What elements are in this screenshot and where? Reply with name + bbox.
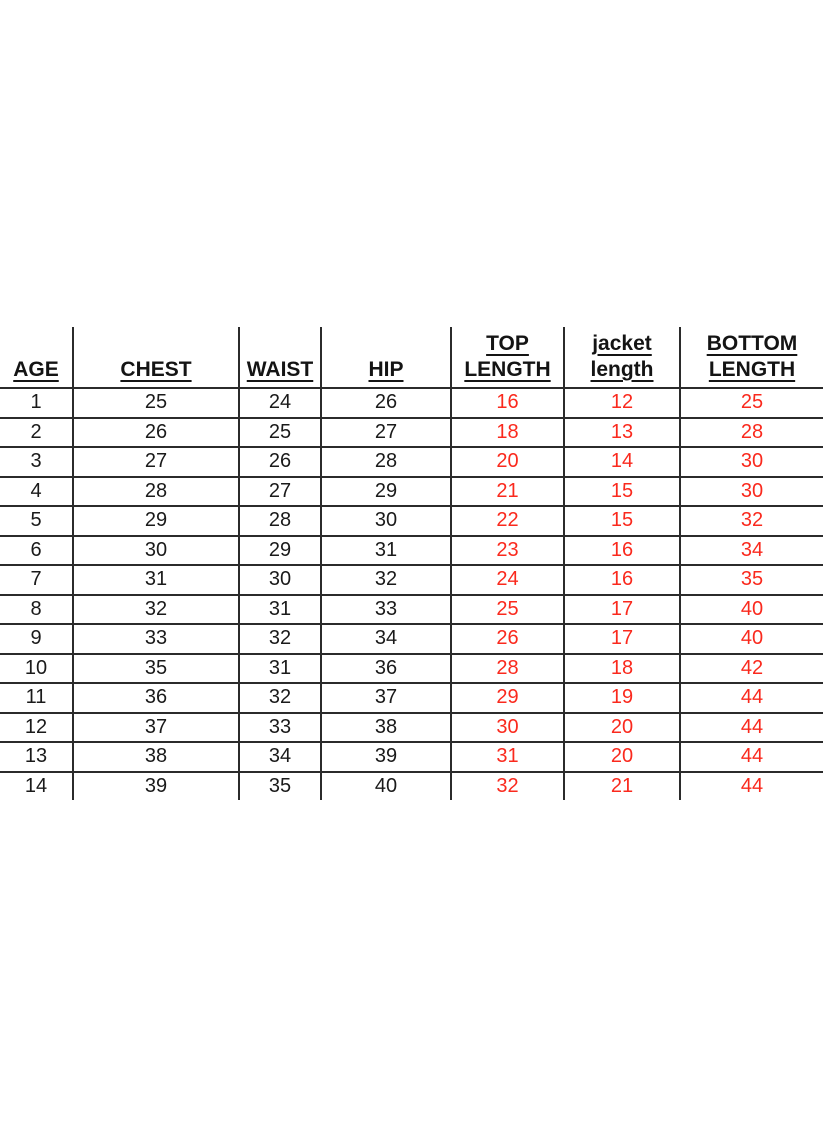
cell-chest: 27 — [73, 447, 239, 477]
cell-jacket-length: 17 — [564, 624, 680, 654]
cell-waist: 24 — [239, 388, 321, 418]
cell-age: 5 — [0, 506, 73, 536]
cell-hip: 38 — [321, 713, 451, 743]
cell-waist: 29 — [239, 536, 321, 566]
cell-jacket-length: 13 — [564, 418, 680, 448]
table-row-age-1 — [0, 388, 823, 418]
cell-top-length: 23 — [451, 536, 564, 566]
cell-bottom-length: 32 — [680, 506, 823, 536]
column-header-bottom-length-line: LENGTH — [708, 357, 796, 381]
cell-top-length: 25 — [451, 595, 564, 625]
cell-waist: 32 — [239, 683, 321, 713]
column-header-jacket-length-line: jacket — [592, 331, 652, 355]
cell-jacket-length: 20 — [564, 713, 680, 743]
cell-jacket-length: 19 — [564, 683, 680, 713]
cell-chest: 37 — [73, 713, 239, 743]
cell-chest: 31 — [73, 565, 239, 595]
column-header-waist-line: WAIST — [246, 357, 314, 381]
cell-top-length: 16 — [451, 388, 564, 418]
cell-jacket-length: 15 — [564, 506, 680, 536]
cell-top-length: 22 — [451, 506, 564, 536]
table-row-age-13 — [0, 742, 823, 772]
cell-bottom-length: 30 — [680, 447, 823, 477]
cell-waist: 31 — [239, 654, 321, 684]
cell-waist: 35 — [239, 772, 321, 801]
cell-top-length: 26 — [451, 624, 564, 654]
column-header-chest-line: CHEST — [120, 357, 192, 381]
table-row-age-4 — [0, 477, 823, 507]
cell-bottom-length: 44 — [680, 742, 823, 772]
cell-bottom-length: 34 — [680, 536, 823, 566]
column-header-jacket-length — [564, 327, 680, 388]
table-body — [0, 388, 823, 800]
cell-hip: 34 — [321, 624, 451, 654]
table-row-age-2 — [0, 418, 823, 448]
column-header-chest — [73, 327, 239, 388]
column-header-age — [0, 327, 73, 388]
table-header-row — [0, 327, 823, 388]
cell-hip: 29 — [321, 477, 451, 507]
cell-chest: 33 — [73, 624, 239, 654]
column-header-waist — [239, 327, 321, 388]
table-row-age-11 — [0, 683, 823, 713]
cell-waist: 33 — [239, 713, 321, 743]
cell-hip: 26 — [321, 388, 451, 418]
column-header-jacket-length-line: length — [590, 357, 654, 381]
cell-bottom-length: 25 — [680, 388, 823, 418]
table-row-age-9 — [0, 624, 823, 654]
cell-age: 12 — [0, 713, 73, 743]
cell-top-length: 29 — [451, 683, 564, 713]
table-row-age-3 — [0, 447, 823, 477]
cell-hip: 27 — [321, 418, 451, 448]
cell-jacket-length: 16 — [564, 565, 680, 595]
cell-waist: 28 — [239, 506, 321, 536]
cell-chest: 28 — [73, 477, 239, 507]
cell-chest: 39 — [73, 772, 239, 801]
cell-chest: 36 — [73, 683, 239, 713]
cell-waist: 30 — [239, 565, 321, 595]
cell-age: 14 — [24, 774, 48, 797]
cell-age: 10 — [0, 654, 73, 684]
cell-top-length: 31 — [451, 742, 564, 772]
table-row-age-14 — [0, 772, 823, 801]
cell-bottom-length: 40 — [680, 595, 823, 625]
cell-hip: 40 — [321, 772, 451, 801]
cell-chest: 29 — [73, 506, 239, 536]
cell-chest: 35 — [73, 654, 239, 684]
cell-top-length: 21 — [451, 477, 564, 507]
cell-waist: 27 — [239, 477, 321, 507]
column-header-bottom-length — [680, 327, 823, 388]
cell-jacket-length: 16 — [564, 536, 680, 566]
column-header-top-length-line: TOP — [486, 331, 529, 355]
cell-chest: 26 — [73, 418, 239, 448]
cell-age: 3 — [0, 447, 73, 477]
cell-hip: 39 — [321, 742, 451, 772]
cell-bottom-length: 30 — [680, 477, 823, 507]
cell-jacket-length: 14 — [564, 447, 680, 477]
table-row-age-10 — [0, 654, 823, 684]
cell-top-length: 18 — [451, 418, 564, 448]
cell-jacket-length: 18 — [564, 654, 680, 684]
cell-hip: 37 — [321, 683, 451, 713]
cell-age: 1 — [0, 388, 73, 418]
cell-age: 7 — [0, 565, 73, 595]
cell-bottom-length: 28 — [680, 418, 823, 448]
column-header-bottom-length-line: BOTTOM — [706, 331, 798, 355]
cell-age: 6 — [0, 536, 73, 566]
cell-bottom-length: 44 — [680, 772, 823, 801]
cell-bottom-length: 44 — [680, 683, 823, 713]
size-chart-table — [0, 327, 823, 800]
table-row-age-12 — [0, 713, 823, 743]
cell-chest: 30 — [73, 536, 239, 566]
cell-hip: 33 — [321, 595, 451, 625]
cell-hip: 36 — [321, 654, 451, 684]
column-header-age-line: AGE — [13, 357, 59, 381]
column-header-hip — [321, 327, 451, 388]
cell-top-length: 28 — [451, 654, 564, 684]
cell-age: 2 — [0, 418, 73, 448]
cell-age: 11 — [0, 683, 73, 713]
cell-age: 4 — [0, 477, 73, 507]
cell-bottom-length: 35 — [680, 565, 823, 595]
cell-hip: 30 — [321, 506, 451, 536]
cell-bottom-length: 42 — [680, 654, 823, 684]
cell-waist: 26 — [239, 447, 321, 477]
cell-bottom-length: 44 — [680, 713, 823, 743]
cell-jacket-length: 12 — [564, 388, 680, 418]
cell-bottom-length: 40 — [680, 624, 823, 654]
cell-top-length: 20 — [451, 447, 564, 477]
table-row-age-7 — [0, 565, 823, 595]
cell-waist: 34 — [239, 742, 321, 772]
column-header-hip-line: HIP — [368, 357, 404, 381]
cell-jacket-length: 20 — [564, 742, 680, 772]
table-row-age-6 — [0, 536, 823, 566]
cell-chest: 32 — [73, 595, 239, 625]
cell-jacket-length: 21 — [564, 772, 680, 801]
cell-hip: 32 — [321, 565, 451, 595]
cell-top-length: 24 — [451, 565, 564, 595]
cell-hip: 31 — [321, 536, 451, 566]
table-row-age-8 — [0, 595, 823, 625]
cell-top-length: 32 — [451, 772, 564, 801]
cell-top-length: 30 — [451, 713, 564, 743]
cell-waist: 25 — [239, 418, 321, 448]
cell-chest: 25 — [73, 388, 239, 418]
column-header-top-length-line: LENGTH — [464, 357, 551, 381]
cell-jacket-length: 17 — [564, 595, 680, 625]
cell-waist: 31 — [239, 595, 321, 625]
cell-age: 8 — [0, 595, 73, 625]
cell-hip: 28 — [321, 447, 451, 477]
cell-chest: 38 — [73, 742, 239, 772]
cell-age: 9 — [0, 624, 73, 654]
cell-age: 13 — [0, 742, 73, 772]
column-header-top-length — [451, 327, 564, 388]
cell-waist: 32 — [239, 624, 321, 654]
table-row-age-5 — [0, 506, 823, 536]
cell-jacket-length: 15 — [564, 477, 680, 507]
